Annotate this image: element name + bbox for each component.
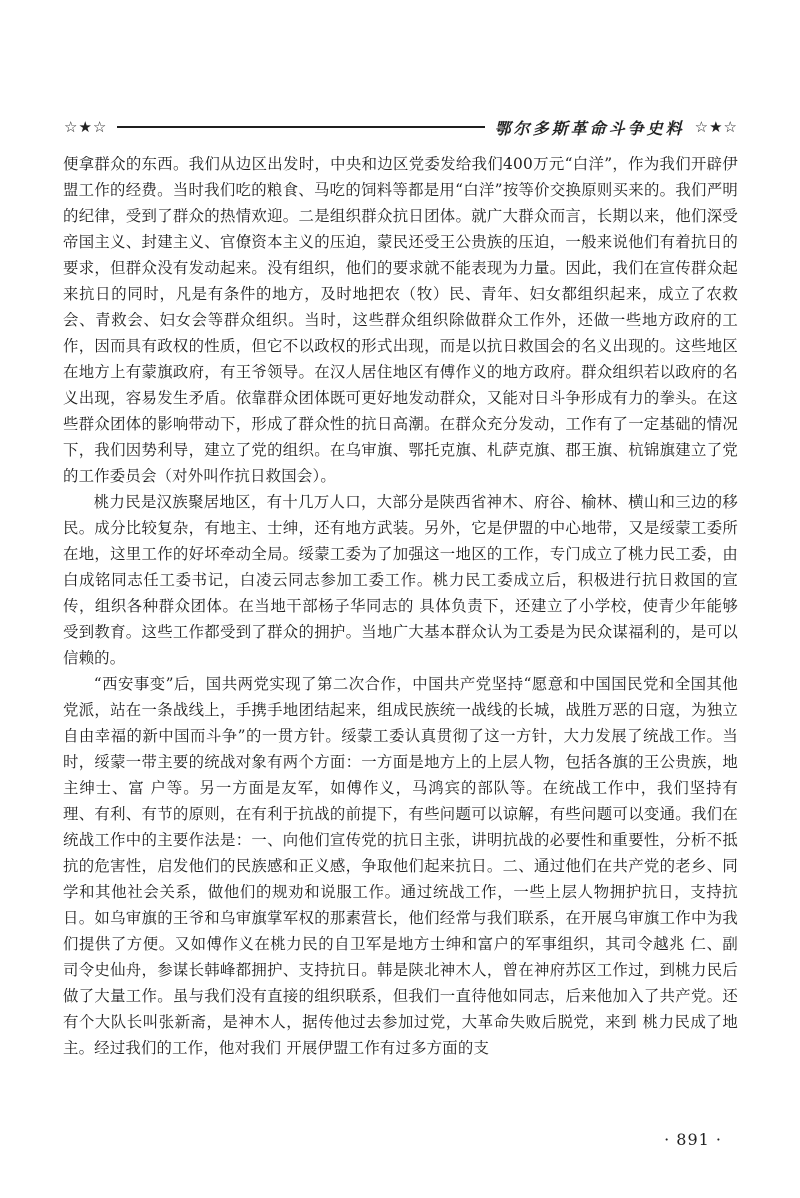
header-rule	[117, 126, 484, 128]
page-number: · 891 ·	[664, 1130, 722, 1149]
header-stars-right: ☆★☆	[694, 118, 738, 136]
paragraph-2: 桃力民是汉族聚居地区，有十几万人口，大部分是陕西省神木、府谷、榆林、横山和三边的移民。成分比较复杂，有地主、士绅，还有地方武装。另外，它是伊盟的中心地带，又是绥蒙工委所在地，这里工作的好坏牵动全局。绥蒙工委为了加强这一地区的工作，专门成立了桃力民工委，由白成铭同志任工委书记，白凌云同志参加工委工作。桃力民工委成立后，积极进行抗日救国的宣传，组织各种群众团体。在当地干部杨子华同志的 具体负责下，还建立了小学校，使青少年能够受到教育。这些工作都受到了群众的拥护。当地广大基本群众认为工委是为民众谋福利的，是可以信赖的。	[63, 493, 738, 667]
paragraph-1: 便拿群众的东西。我们从边区出发时，中央和边区党委发给我们400万元“白洋”，作为我们开辟伊盟工作的经费。当时我们吃的粮食、马吃的饲料等都是用“白洋”按等价交换原则买来的。我们严明的纪律，受到了群众的热情欢迎。二是组织群众抗日团体。就广大群众而言，长期以来，他们深受帝国主义、封建主义、官僚资本主义的压迫，蒙民还受王公贵族的压迫，一般来说他们有着抗日的要求，但群众没有发动起来。没有组织，他们的要求就不能表现为力量。因此，我们在宣传群众起来抗日的同时，凡是有条件的地方，及时地把农（牧）民、青年、妇女都组织起来，成立了农救会、青救会、妇女会等群众组织。当时，这些群众组织除做群众工作外，还做一些地方政府的工作，因而具有政权的性质，但它不以政权的形式出现，而是以抗日救国会的名义出现的。这些地区在地方上有蒙旗政府，有王爷领导。在汉人居住地区有傅作义的地方政府。群众组织若以政府的名义出现，容易发生矛盾。依靠群众团体既可更好地发动群众，又能对日斗争形成有力的拳头。在这些群众团体的影响带动下，形成了群众性的抗日高潮。在群众充分发动，工作有了一定基础的情况下，我们因势利导，建立了党的组织。在乌审旗、鄂托克旗、札萨克旗、郡王旗、杭锦旗建立了党的工作委员会（对外叫作抗日救国会）。	[63, 155, 738, 485]
series-title: 鄂尔多斯革命斗争史料	[494, 118, 685, 138]
body-text	[63, 151, 738, 1061]
header-stars-left: ☆★☆	[64, 118, 108, 136]
paragraph-3: “西安事变”后，国共两党实现了第二次合作，中国共产党坚持“愿意和中国国民党和全国其他党派，站在一条战线上，手携手地团结起来，组成民族统一战线的长城，战胜万恶的日寇，为独立自由幸福的新中国而斗争”的一贯方针。绥蒙工委认真贯彻了这一方针，大力发展了统战工作。当时，绥蒙一带主要的统战对象有两个方面：一方面是地方上的上层人物，包括各旗的王公贵族，地主绅士、富 户等。另一方面是友军，如傅作义，马鸿宾的部队等。在统战工作中，我们坚持有理、有利、有节的原则，在有利于抗战的前提下，有些问题可以谅解，有些问题可以变通。我们在统战工作中的主要作法是：一、向他们宣传党的抗日主张，讲明抗战的必要性和重要性，分析不抵抗的危害性，启发他们的民族感和正义感，争取他们起来抗日。二、通过他们在共产党的老乡、同学和其他社会关系，做他们的规劝和说服工作。通过统战工作，一些上层人物拥护抗日，支持抗日。如乌审旗的王爷和乌审旗掌军权的那素营长，他们经常与我们联系，在开展乌审旗工作中为我们提供了方便。又如傅作义在桃力民的自卫军是地方士绅和富户的军事组织，其司令越兆 仁、副司令史仙舟，参谋长韩峰都拥护、支持抗日。韩是陕北神木人，曾在神府苏区工作过，到桃力民后做了大量工作。虽与我们没有直接的组织联系，但我们一直待他如同志，后来他加入了共产党。还有个大队长叫张新斋，是神木人，据传他过去参加过党，大革命失败后脱党，来到 桃力民成了地主。经过我们的工作，他对我们 开展伊盟工作有过多方面的支	[63, 675, 738, 1057]
running-header	[64, 112, 738, 142]
